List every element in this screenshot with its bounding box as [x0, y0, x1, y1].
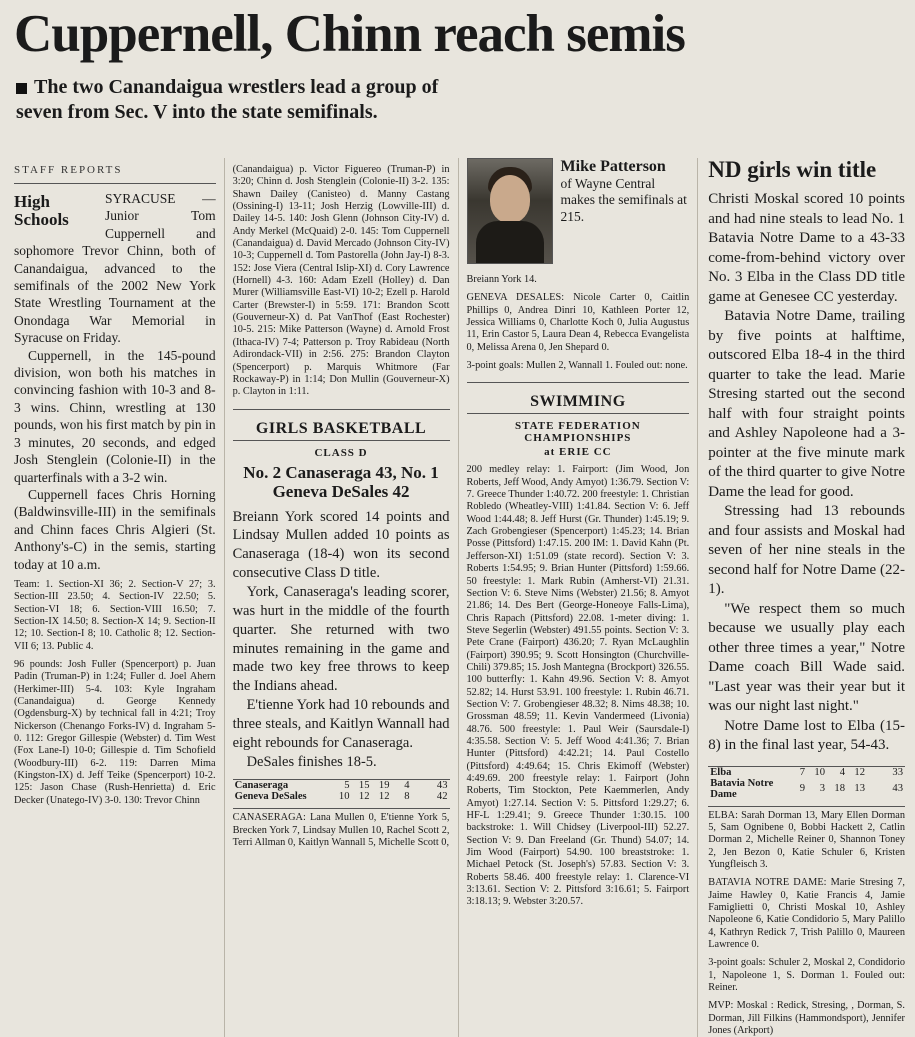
q2: 10	[814, 766, 825, 778]
class-d-label: CLASS D	[314, 446, 368, 459]
newspaper-page	[0, 5, 915, 1037]
column-3	[458, 158, 698, 1037]
paragraph: Cuppernell, in the 145-pound division, won both his matches in convincing fashion with 10-3 and 8-3 wins. Chinn, wrestling at 130 pounds, won his first match by pin in 3 minutes, 20 seconds, and edged Josh Stenglein (Colonie-II) in the quarterfinals with a 3-2 win.	[14, 347, 216, 485]
divider	[467, 413, 690, 414]
q2: 12	[358, 791, 370, 803]
box-score-continued: Breiann York 14.	[466, 274, 537, 285]
q1: 10	[338, 791, 350, 803]
article-columns	[14, 158, 905, 1037]
table-row	[233, 780, 450, 792]
q4: 13	[854, 783, 865, 795]
column-1	[14, 158, 224, 1037]
box-score-elba: ELBA: Sarah Dorman 13, Mary Ellen Dorman 5, Sam Ognibene 0, Bobbi Hackett 2, Catlin Dorman 2, Michelle Reiner 0, Shannon Toney 2, Jen Bezon 0, Katie Schuler 6, Kristen Yungfleisch 3.	[708, 806, 905, 872]
paragraph: SYRACUSE — Junior Tom Cuppernell and sophomore Trevor Chinn, both of Canandaigua, advanced to the semifinals of the 2002 New York State Wrestling Tournament at the Onondaga War Memorial in Syracuse on Friday.	[14, 191, 216, 346]
team-standings-agate: Team: 1. Section-XI 36; 2. Section-V 27; 3. Section-III 23.50; 4. Section-IV 22.50; 5. Section-VI 18; 6. Section-VIII 16.50; 7. Section-IX 14.50; 8. Section-X 14; 9. Section-II 12; 10. Section-I 8; 10. Catholic 8; 12. Section-VII 6; 13. Public 4.	[14, 578, 216, 652]
team-name: Batavia Notre Dame	[710, 777, 774, 800]
q4: 4	[404, 780, 410, 792]
paragraph: Christi Moskal scored 10 points and had nine steals to lead No. 1 Batavia Notre Dame to a 43-33 come-from-behind victory over No. 3 Elba in the Class DD title game at Genesee CC yesterday.	[708, 191, 905, 305]
deck-text: The two Canandaigua wrestlers lead a group of seven from Sec. V into the state semifinals.	[16, 76, 439, 123]
total: 43	[892, 783, 903, 795]
total: 33	[892, 766, 903, 778]
paragraph: Notre Dame lost to Elba (15-8) in the final last year, 54-43.	[708, 717, 905, 754]
q4: 8	[404, 791, 410, 803]
swimming-header: SWIMMING	[530, 393, 626, 411]
linescore-table	[233, 779, 450, 802]
q1: 7	[799, 766, 805, 778]
photo-caption-name: Mike Patterson	[560, 158, 666, 175]
photo-body	[476, 221, 544, 264]
linescore-table	[708, 766, 905, 800]
box-score-footer: 3-point goals: Schuler 2, Moskal 2, Condidorio 1, Napoleone 1, S. Dorman 1. Fouled out: Reiner.	[708, 957, 905, 994]
q3: 19	[378, 780, 390, 792]
paragraph: Stressing had 13 rebounds and four assists and Moskal had seven of her nine steals in the second half for Notre Dame (22-1).	[708, 503, 905, 598]
girls-basketball-header: GIRLS BASKETBALL	[255, 419, 427, 437]
game-headline: No. 2 Canaseraga 43, No. 1 Geneva DeSales 42	[243, 462, 439, 502]
divider	[233, 409, 450, 410]
weight-class-results-agate: 96 pounds: Josh Fuller (Spencerport) p. Juan Padin (Truman-P) in 1:24; Fuller d. Joel Ahern (Herkimer-III) 5-4. 103: Kyle Ingraham (Canandaigua) d. George Kennedy (Ogdensburg-X) by technical fall in 4:21; Troy Nickerson (Chenango Forks-IV) d. Ingraham 5-0. 112: Gregor Gillespie (Webster) d. Tim West (Fox Lane-I) 10-0; Gillespie d. Tim Schofield (Woodbury-III) 6-2. 119: Darren Mima (Kingston-IX) d. Jeff Teike (Spencerport) 10-2. 125: Jason Chase (Rush-Henrietta) d. Eric Decker (Unatego-IV) 3-0. 130: Trevor Chinn	[14, 659, 216, 806]
swimming-subhead-1: STATE FEDERATION CHAMPIONSHIPS	[515, 420, 641, 445]
bullet-square-icon	[16, 83, 27, 94]
lead-paragraph-block	[14, 190, 216, 347]
section-label: High Schools	[14, 192, 69, 229]
q3: 4	[839, 766, 845, 778]
divider	[14, 183, 216, 184]
mvp-line: MVP: Moskal : Redick, Stresing, , Dorman, S. Dorman, Jill Filkins (Hammondsport), Jennifer Jones (Arkport)	[708, 1000, 905, 1037]
q2: 15	[358, 780, 370, 792]
sidebar-headline: ND girls win title	[708, 157, 877, 182]
team-name: Elba	[710, 766, 732, 778]
box-score-notre-dame: BATAVIA NOTRE DAME: Marie Stresing 7, Jaime Hawley 0, Katie Francis 4, Jamie Famiglietti 0, Christi Moskal 10, Ashley Napoleone 6, Katie Condidorio 5, Mary Palillo 4, Kathryn Redick 7, Trish Palillo 0, Maureen Lawrence 0.	[708, 877, 905, 951]
column-2	[224, 158, 458, 1037]
divider	[467, 382, 690, 383]
paragraph: Batavia Notre Dame, trailing by five points at halftime, outscored Elba 18-4 in the third quarter to take the lead. Marie Stresing started out the second half with four straight points and Ashley Napoleone had a 3-pointer at the five minute mark of the third quarter to give Notre Dame the lead for good.	[708, 308, 905, 500]
paragraph: Breiann York scored 14 points and Lindsay Mullen added 10 points as Canaseraga (18-4) won its second consecutive Class D title.	[232, 508, 450, 582]
total: 42	[436, 791, 448, 803]
column-4	[697, 158, 905, 1037]
staff-reports-label: STAFF REPORTS	[14, 164, 123, 176]
weight-class-results-continued: (Canandaigua) p. Victor Figuereo (Truman-P) in 3:20; Chinn d. Josh Stenglein (Colonie-II) 3-2. 135: Shawn Dailey (Canisteo) d. Manny Castang (Ossining-I) 13-11; Josh Herzig (Lowville-III) d. Dailey 14-5. 140: Josh Glenn (Johnson City-IV) d. Andy Merkel (McQuaid) 2-0. 145: Tom Cuppernell (Canandaigua) d. David Mercado (Johnson City-IV) 10-3; Cuppernell d. Tom Pastorella (John Jay-I) 8-3. 152: Jose Viera (Central Islip-XI) d. Cory Lawrence (Hornell) 4-3. 160: Adam Ezell (Holley) d. Dan Murer (Williamsville East-VI) 10-2; Ezell p. Harold Carter (Brewster-I) in 5:59. 171: Brandon Scott (Gouverneur-X) d. Pat VanThof (East Rochester) 10-5. 215: Mike Patterson (Wayne) d. Arnold Frost (Ithaca-IV) 7-4; Patterson p. Troy Rabideau (North Adirondack-VII) in 2:56. 275: Brandon Clayton (Spencerport) p. Marquis Whitmore (Far Rockaway-P) in 1:14; Don Mullin (Gouverneur-X) p. Clayton in 1:11.	[232, 164, 450, 398]
q2: 3	[819, 783, 825, 795]
paragraph: Cuppernell faces Chris Horning (Baldwinsville-III) in the semifinals and Chinn faces Chris Algieri (St. Anthony's-C) in the semis, starting today at 10 a.m.	[14, 486, 216, 572]
swimming-results-agate: 200 medley relay: 1. Fairport: (Jim Wood, Jon Roberts, Jeff Wood, Andy Amyot) 1:36.79. Section V: 7. Greece Thunder 1:40.72. 200 freestyle: 1. Christian Robledo (Wheatley-VIII) 1:41.84. Section V: 6. Jeff Wood 1:44.48; 8. Jeff Hurst (Gr. Thunder) 1:45.19; 9. Zach Grobengieser (Spencerport) 1:45.23; 14. Brian Posse (Pittsford) 1:47.15. 200 IM: 1. David Kahn (Pt. Jefferson-XI) 1:51.09 (state record). Section V: 3. Roberts 1:54.95; 9. Brian Hunter (Pittsford) 1:59.66. 50 freestyle: 1. Mark Rubin (Amherst-VI) 21.31. Section V: 6. Steve Nims (Webster) 21.56; 8. Amyot 21.86; 14. Des Bert (George-Honeoye Falls-Lima), Chris Rapach (Pittsford) 22.08. 1-meter diving: 1. Steve Segerlin (Webster) 491.55 points. Section V: 3. Pete Crane (Fairport) 436.20; 7. Ryan McLaughlin (Fairport) 390.95; 9. Scott Honsington (Churchville-Chili) 379.85; 15. Josh Mantegna (Brockport) 326.55. 100 butterfly: 1. Kahn 49.96. Section V: 8. Amyot 52.82; 14. Hurst 53.91. 100 freestyle: 1. Rubin 46.71. Section V: 7. Grobengieser 48.32; 8. Nims 48.38; 10. Grossman 48.59; 11. Kevin Vandermeed (Livonia) 48.76. 500 freestyle: 1. Paul Weir (Saursdale-I) 4:35.58. Section V: 5. Jeff Wood 4:41.36; 7. Brian Hunter (Pittsford) 4:42.21; 14. Paul Costello (Pittsford) 4:49.64; 15. Chris Ekimoff (Webster) 4:49.69. 200 freestyle relay: 1. Fairport (John Roberts, Tim Stockton, Pete Kaemmerlen, Andy Amyot) 1:27.14. Section V: 5. Pittsford 1:29.27; 6. HF-L 1:29.41; 9. Greece Thunder 1:30.15. 100 backstroke: 1. Will Chidsey (Liverpool-III) 52.27. Section V: 9. Dan Freeland (Gr. Thund) 54.07; 14. Jim Wood (Fairport) 54.90. 100 breaststroke: 1. Michael Petock (St. Joseph's) 57.83. Section V: 3. Roberts 58.46. 400 freestyle relay: 1. Clarence-VI 3:13.61. Section V: 2. Pittsford 3:16.61; 5. Fairport 3:18.13; 9. Webster 3:20.57.	[466, 464, 690, 908]
team-name: Geneva DeSales	[234, 791, 307, 803]
player-photo	[467, 158, 553, 264]
photo-caption-text: of Wayne Central makes the semifinals at 215.	[560, 175, 687, 225]
paragraph: York, Canaseraga's leading scorer, was hurt in the middle of the fourth quarter. She returned with two minutes remaining in the game and made two key free throws to keep the Indians ahead.	[232, 584, 450, 695]
table-row	[233, 791, 450, 802]
box-score-desales: GENEVA DESALES: Nicole Carter 0, Caitlin Phillips 0, Andrea Dinri 10, Kathleen Porter 12, Jessica Williams 0, Charlotte Koch 0, Julia Augustus 11, Erin Castor 5, Laura Dean 4, Rebecca Evangelista 0, Melissa Arena 0, Jen Shepard 0.	[466, 292, 690, 353]
photo-head	[490, 175, 530, 223]
q1: 5	[344, 780, 350, 792]
table-row	[708, 766, 905, 778]
page-title: Cuppernell, Chinn reach semis	[14, 5, 685, 63]
team-name: Canaseraga	[234, 780, 289, 792]
swimming-subhead-2: at ERIE CC	[544, 446, 612, 459]
q3: 12	[378, 791, 390, 803]
box-score-footer: 3-point goals: Mullen 2, Wannall 1. Fouled out: none.	[466, 360, 688, 372]
q3: 18	[834, 783, 845, 795]
divider	[233, 440, 450, 441]
paragraph: DeSales finishes 18-5.	[246, 753, 377, 770]
box-score-canaseraga: CANASERAGA: Lana Mullen 0, E'tienne York 5, Brecken York 7, Lindsay Mullen 10, Rachel Scott 2, Terri Allman 0, Kaitlyn Wannall 5, Michelle Scott 0,	[233, 808, 450, 849]
total: 43	[436, 780, 448, 792]
q4: 12	[854, 766, 865, 778]
paragraph: E'tienne York had 10 rebounds and three steals, and Kaitlyn Wannall had eight rebounds for Canaseraga.	[232, 697, 450, 751]
q1: 9	[799, 783, 805, 795]
paragraph: "We respect them so much because we usually play each other three times a year," Notre Dame coach Bill Wade said. "Last year was their year but it was our night last night."	[708, 600, 905, 715]
table-row	[708, 778, 905, 800]
